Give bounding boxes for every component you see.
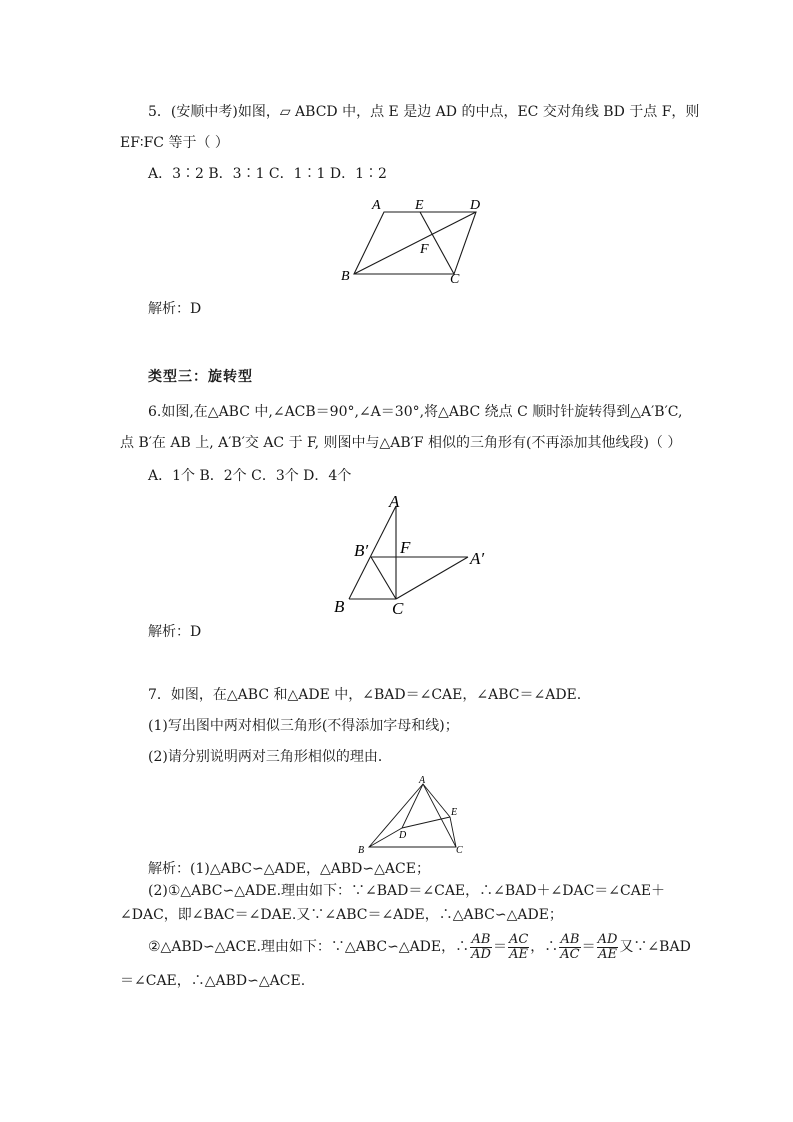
q7-solution-4: ＝∠CAE，∴△ABD∽△ACE. [120, 973, 306, 989]
q6-label-a-prime: A′ [470, 549, 485, 568]
q7-segment-ad [402, 784, 423, 828]
q7-segment-bd [369, 828, 402, 847]
q7-segment-ce [450, 817, 456, 847]
q6-label-a: A [389, 492, 400, 511]
q7-label-a: A [419, 775, 426, 786]
q5-parallelogram-figure [330, 192, 500, 288]
q7-label-b: B [358, 845, 365, 856]
q6-options: A．1个 B．2个 C．3个 D．4个 [148, 468, 352, 484]
q7-sol3-mid: ，∴ [530, 939, 559, 955]
section-heading-type3: 类型三：旋转型 [148, 369, 253, 385]
q5-stem-line2: EF∶FC 等于（ ） [120, 135, 229, 151]
q5-label-c: C [450, 272, 460, 287]
q7-triangle-figure [352, 772, 472, 856]
equals-sign: ＝ [492, 939, 507, 955]
q7-solution-2a: (2)①△ABC∽△ADE.理由如下：∵∠BAD＝∠CAE，∴∠BAD＋∠DAC＝∠CAE＋ [148, 883, 666, 899]
fraction-numerator: AC [508, 931, 529, 947]
q5-stem-line1: 5．(安顺中考)如图，▱ ABCD 中，点 E 是边 AD 的中点，EC 交对角线 BD 于点 F，则 [148, 104, 700, 120]
q7-part1: (1)写出图中两对相似三角形(不得添加字母和线)； [148, 718, 459, 734]
q7-sol3-pre: ②△ABD∽△ACE.理由如下：∵△ABC∽△ADE，∴ [148, 939, 470, 955]
q6-stem-line2: 点 B′在 AB 上, A′B′交 AC 于 F, 则图中与△AB′F 相似的三角形有(不再添加其他线段)（ ） [120, 435, 682, 451]
q5-label-d: D [470, 198, 481, 213]
q6-label-b: B [334, 597, 345, 616]
fraction-denominator: AD [471, 946, 491, 962]
q7-segment-ae [423, 784, 450, 817]
fraction-ab-ad [470, 933, 492, 962]
equals-sign: ＝ [581, 939, 596, 955]
q7-solution-3 [148, 929, 691, 965]
q6-label-f: F [400, 538, 411, 557]
fraction-numerator: AB [560, 931, 580, 947]
q5-options: A．3∶2 B．3∶1 C．1∶1 D．1∶2 [148, 166, 387, 182]
q7-label-e: E [451, 807, 458, 818]
q6-answer: 解析：D [148, 624, 202, 640]
q6-label-b-prime: B′ [354, 541, 369, 560]
fraction-ad-ae [597, 933, 619, 962]
q7-triangle-abc [369, 784, 456, 847]
fraction-numerator: AB [471, 931, 491, 947]
q5-label-e: E [415, 198, 424, 213]
fraction-denominator: AE [509, 946, 529, 962]
q6-stem-line1: 6.如图,在△ABC 中,∠ACB＝90°,∠A＝30°,将△ABC 绕点 C 顺时针旋转得到△A′B′C, [148, 404, 683, 420]
q7-sol3-post: 又∵∠BAD [619, 939, 691, 955]
q7-part2: (2)请分别说明两对三角形相似的理由． [148, 749, 392, 765]
fraction-denominator: AE [598, 946, 617, 962]
q6-segment-a1c [396, 557, 468, 599]
q7-stem: 7．如图，在△ABC 和△ADE 中，∠BAD＝∠CAE，∠ABC＝∠ADE. [148, 687, 582, 703]
q6-label-c: C [392, 599, 404, 618]
q5-label-a: A [372, 198, 381, 213]
fraction-ac-ae [508, 933, 529, 962]
q6-rotation-figure [328, 490, 498, 620]
fraction-denominator: AC [560, 946, 580, 962]
q7-solution-1: 解析：(1)△ABC∽△ADE，△ABD∽△ACE； [148, 861, 430, 877]
fraction-ab-ac [559, 933, 580, 962]
q6-segment-b1c [371, 557, 396, 599]
q5-answer: 解析：D [148, 301, 202, 317]
fraction-numerator: AD [597, 931, 618, 947]
q7-label-c: C [456, 845, 463, 856]
q5-label-f: F [420, 242, 429, 257]
q7-label-d: D [399, 830, 407, 841]
q5-label-b: B [341, 269, 350, 284]
q7-solution-2b: ∠DAC，即∠BAC＝∠DAE.又∵∠ABC＝∠ADE，∴△ABC∽△ADE； [120, 907, 563, 923]
